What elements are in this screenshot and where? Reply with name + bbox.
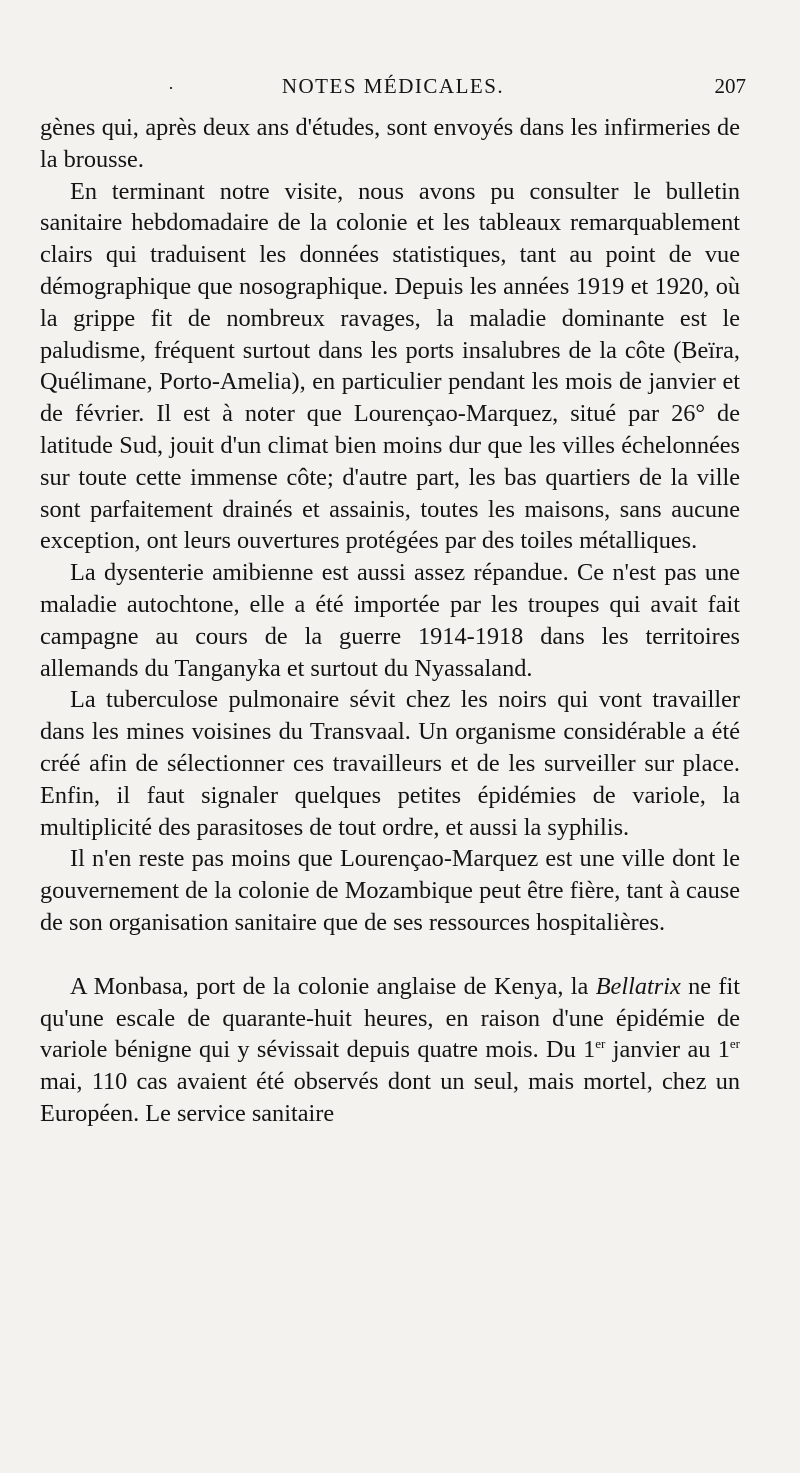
paragraph-dysentery: La dysenterie amibienne est aussi assez répandue. Ce n'est pas une maladie autochtone, elle a été importée par les troupes qui avait fait campagne au cours de la guerre 1914-1918 dans les territoires allemands du Tanganyka et surtout du Nyassaland.	[40, 559, 740, 682]
running-header	[40, 72, 746, 106]
ordinal-suffix: er	[595, 1036, 606, 1052]
paragraph-tuberculosis: La tuberculose pulmonaire sévit chez les noirs qui vont travailler dans les mines voisines du Transvaal. Un organisme considérable a été créé afin de sélectionner ces travailleurs et de les surveiller sur place. Enfin, il faut signaler quelques petites épidémies de variole, la multiplicité des parasitoses de tout ordre, et aussi la syphilis.	[40, 686, 740, 841]
header-dot: ·	[168, 78, 174, 98]
ship-name: Bellatrix	[595, 972, 681, 1000]
paragraph-statistics: En terminant notre visite, nous avons pu consulter le bulletin sanitaire hebdomadaire de la colonie et les tableaux remarquablement clairs qui traduisent les données statistiques, tant au point de vue démographique que nosographique. Depuis les années 1919 et 1920, où la grippe fit de nombreux ravages, la maladie dominante est le paludisme, fréquent surtout dans les ports insalubres de la côte (Beïra, Quélimane, Porto-Amelia), en particulier pendant les mois de janvier et de février. Il est à noter que Lourençao-Marquez, situé par 26° de latitude Sud, jouit d'un climat bien moins dur que les villes échelonnées sur toute cette immense côte; d'autre part, les bas quartiers de la ville sont parfaitement drainés et assainis, toutes les maisons, sans aucune exception, ont leurs ouvertures protégées par des toiles métalliques.	[40, 177, 740, 555]
ordinal-suffix: er	[729, 1036, 741, 1052]
page-body	[40, 112, 740, 1130]
paragraph-monbasa	[40, 971, 740, 1130]
monbasa-text-c: janvier au 1	[612, 1036, 730, 1064]
monbasa-text-b: ne fit qu'une escale de quarante-huit heures, en raison d'une épidémie de variole bénigne qui y sévissait depuis quatre mois. Du 1	[40, 972, 741, 1064]
paragraph-continuation: gènes qui, après deux ans d'études, sont envoyés dans les infirmeries de la brousse.	[40, 114, 740, 173]
monbasa-text-d: mai, 110 cas avaient été observés dont un seul, mais mortel, chez un Européen. Le service sanitaire	[40, 1068, 740, 1127]
monbasa-text-a: A Monbasa, port de la colonie anglaise de Kenya, la	[70, 972, 589, 1000]
paragraph-conclusion: Il n'en reste pas moins que Lourençao-Marquez est une ville dont le gouvernement de la colonie de Mozambique peut être fière, tant à cause de son organisation sanitaire que de ses ressources hospitalières.	[40, 845, 740, 936]
running-title: NOTES MÉDICALES.	[281, 74, 505, 98]
page-number: 207	[714, 74, 746, 98]
